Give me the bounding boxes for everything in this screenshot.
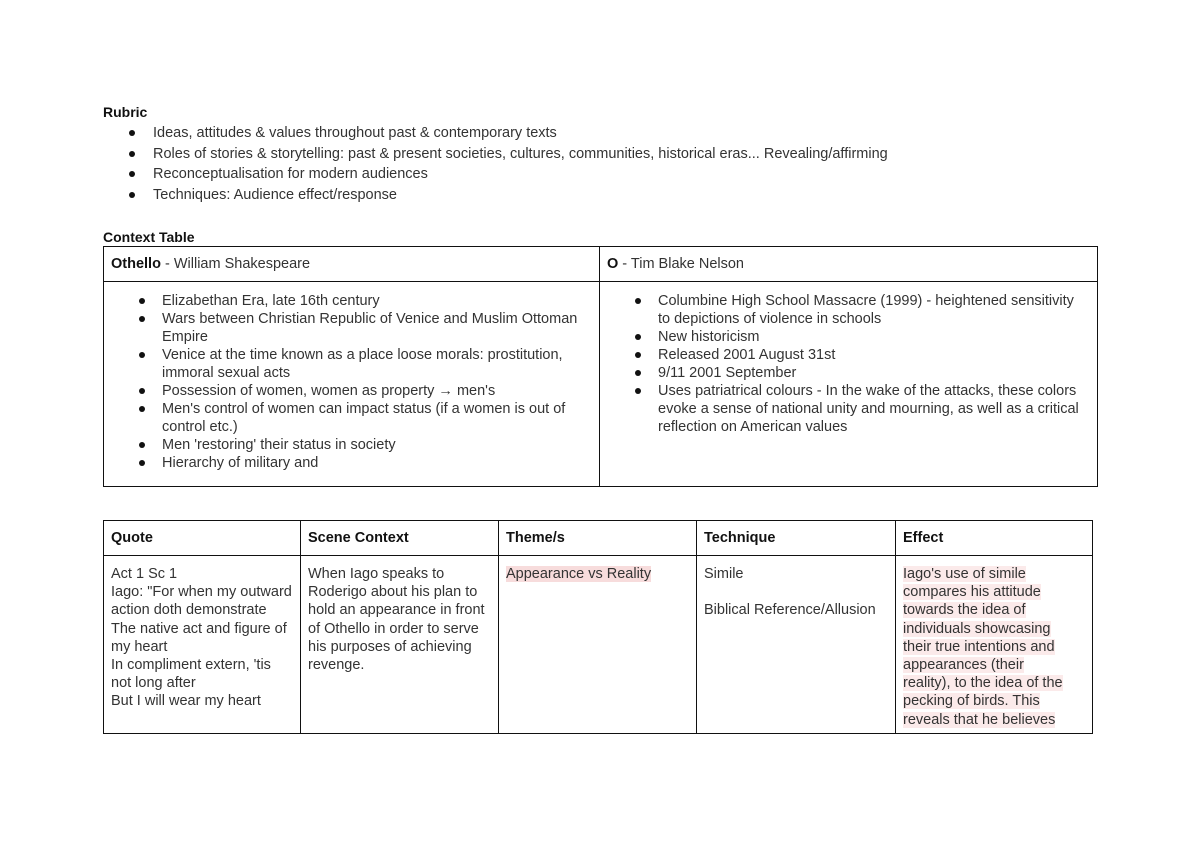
effect-line: towards the idea of [903, 602, 1026, 619]
header-quote: Quote [104, 521, 301, 556]
context-header-o [600, 247, 1098, 282]
othello-context-cell [104, 282, 600, 487]
list-item: New historicism [600, 328, 1097, 346]
rubric-item: Roles of stories & storytelling: past & present societies, cultures, communities, historical eras... Revealing/affirming [103, 144, 888, 165]
effect-line: appearances (their [903, 657, 1024, 674]
othello-context-list [104, 292, 599, 472]
effect-line: pecking of birds. This [903, 693, 1040, 710]
effect-line: reality), to the idea of the [903, 675, 1063, 692]
theme-highlight: Appearance vs Reality [506, 566, 652, 582]
quote-line: Iago: "For when my outward action doth demonstrate [111, 584, 292, 619]
header-effect: Effect [896, 521, 1093, 556]
list-item: Men 'restoring' their status in society [104, 436, 599, 454]
quote-line: In compliment extern, 'tis not long after [111, 657, 271, 692]
list-item: 9/11 2001 September [600, 364, 1097, 382]
list-item: Wars between Christian Republic of Venice and Muslim Ottoman Empire [104, 310, 599, 346]
header-scene-context: Scene Context [301, 521, 499, 556]
technique-simile: Simile [704, 566, 744, 582]
quote-line: Act 1 Sc 1 [111, 566, 178, 582]
rubric-item: Ideas, attitudes & values throughout past & contemporary texts [103, 123, 888, 144]
context-table-heading: Context Table [103, 229, 195, 245]
list-item: Released 2001 August 31st [600, 346, 1097, 364]
o-context-list [600, 292, 1097, 436]
context-table [103, 246, 1098, 487]
list-item: Columbine High School Massacre (1999) - heightened sensitivity to depictions of violence in schools [600, 292, 1097, 328]
o-title: O [607, 256, 619, 272]
list-item: Uses patriatrical colours - In the wake of the attacks, these colors evoke a sense of national unity and mourning, as well as a critical reflection on American values [600, 382, 1097, 436]
technique-cell [697, 556, 896, 734]
quote-line: But I will wear my heart [111, 693, 261, 710]
o-director: - Tim Blake Nelson [618, 256, 744, 272]
rubric-item: Reconceptualisation for modern audiences [103, 164, 888, 185]
effect-line: Iago's use of simile [903, 566, 1026, 582]
effect-cell [896, 556, 1093, 734]
rubric-heading: Rubric [103, 104, 148, 120]
effect-line: their true intentions and [903, 638, 1055, 655]
scene-context-cell: When Iago speaks to Roderigo about his plan to hold an appearance in front of Othello in order to serve his purposes of achieving revenge. [301, 556, 499, 734]
effect-line: reveals that he believes [903, 711, 1056, 728]
list-item: Men's control of women can impact status (if a women is out of control etc.) [104, 400, 599, 436]
header-themes: Theme/s [499, 521, 697, 556]
quote-analysis-table [103, 520, 1093, 734]
theme-cell [499, 556, 697, 734]
effect-line: individuals showcasing [903, 620, 1051, 637]
rubric-list [103, 123, 888, 205]
technique-allusion: Biblical Reference/Allusion [704, 602, 876, 619]
othello-author: - William Shakespeare [160, 256, 311, 272]
quote-line: The native act and figure of my heart [111, 620, 287, 655]
effect-line: compares his attitude [903, 584, 1041, 601]
list-item: Possession of women, women as property → men's [104, 382, 599, 400]
rubric-item: Techniques: Audience effect/response [103, 185, 888, 206]
list-item: Venice at the time known as a place loose morals: prostitution, immoral sexual acts [104, 346, 599, 382]
list-item: Hierarchy of military and [104, 454, 599, 472]
context-header-othello [104, 247, 600, 282]
header-technique: Technique [697, 521, 896, 556]
othello-title: Othello [111, 256, 161, 272]
list-item: Elizabethan Era, late 16th century [104, 292, 599, 310]
o-context-cell [600, 282, 1098, 487]
quote-cell [104, 556, 301, 734]
